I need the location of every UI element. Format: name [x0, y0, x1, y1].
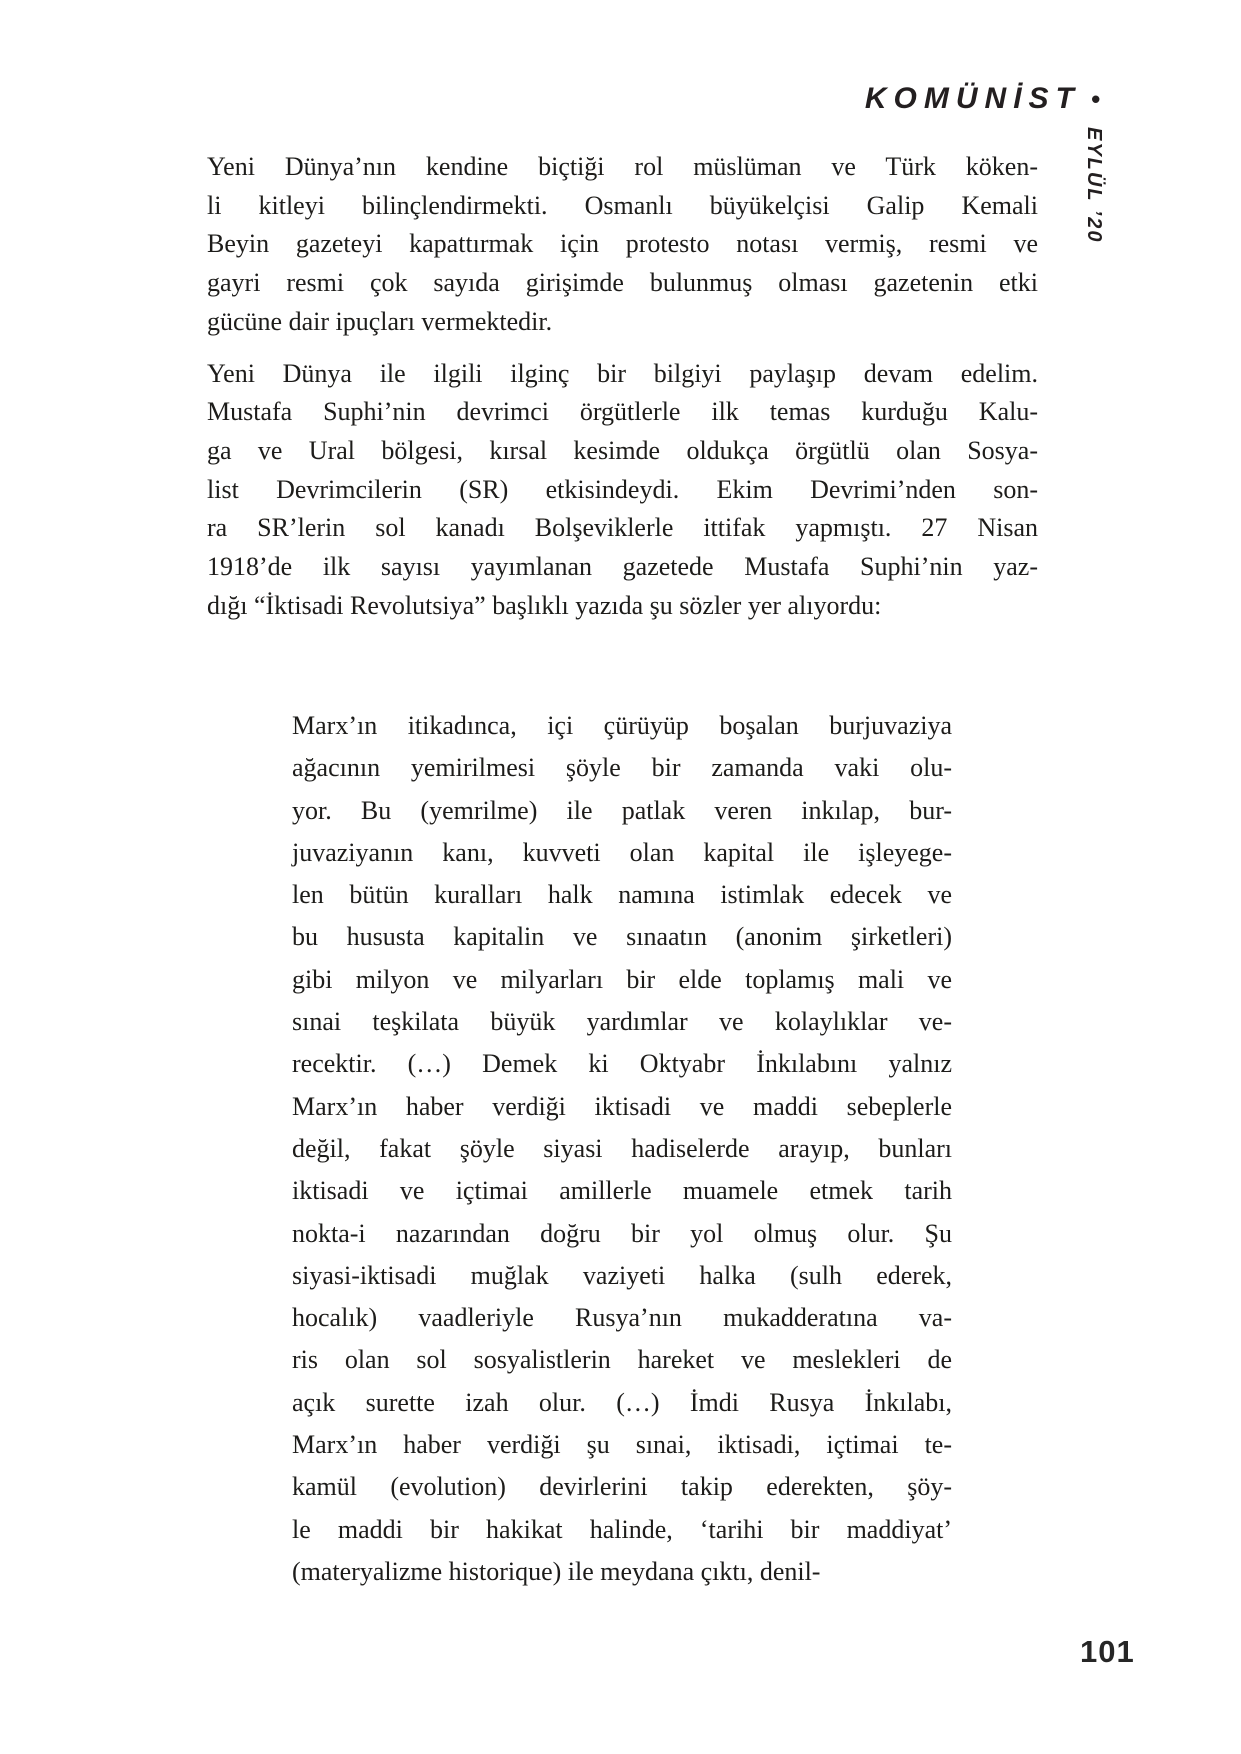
quote-line: ris olan sol sosyalistlerin hareket ve meslekleri de — [292, 1345, 952, 1375]
text-line: gücüne dair ipuçları vermektedir. — [207, 306, 553, 336]
quote-line: kamül (evolution) devirlerini takip ederekten, şöy- — [292, 1472, 952, 1502]
quote-line: recektir. (…) Demek ki Oktyabr İnkılabını yalnız — [292, 1049, 952, 1079]
quote-line: yor. Bu (yemrilme) ile patlak veren inkılap, bur- — [292, 795, 952, 825]
quote-line: değil, fakat şöyle siyasi hadiselerde arayıp, bunları — [292, 1133, 952, 1163]
text-line: 1918’de ilk sayısı yayımlanan gazetede Mustafa Suphi’nin yaz- — [207, 552, 1038, 582]
text-line: ra SR’lerin sol kanadı Bolşeviklerle ittifak yapmıştı. 27 Nisan — [207, 513, 1038, 543]
page-number: 101 — [1080, 1634, 1135, 1669]
paragraph-2 — [207, 355, 1038, 626]
text-line: dığı “İktisadi Revolutsiya” başlıklı yazıda şu sözler yer alıyordu: — [207, 590, 882, 620]
quote-line: le maddi bir hakikat halinde, ‘tarihi bir maddiyat’ — [292, 1514, 952, 1544]
quote-line: ağacının yemirilmesi şöyle bir zamanda vaki olu- — [292, 753, 952, 783]
quote-line: juvaziyanın kanı, kuvveti olan kapital ile işleyege- — [292, 837, 952, 867]
text-line: Mustafa Suphi’nin devrimci örgütlerle ilk temas kurduğu Kalu- — [207, 397, 1038, 427]
text-line: li kitleyi bilinçlendirmekti. Osmanlı büyükelçisi Galip Kemali — [207, 190, 1038, 220]
text-line: Beyin gazeteyi kapattırmak için protesto notası vermiş, resmi ve — [207, 229, 1038, 259]
quote-line: bu hususta kapitalin ve sınaatın (anonim şirketleri) — [292, 922, 952, 952]
paragraph-1 — [207, 148, 1038, 342]
quote-line: nokta-i nazarından doğru bir yol olmuş olur. Şu — [292, 1218, 952, 1248]
text-line: Yeni Dünya’nın kendine biçtiği rol müslüman ve Türk köken- — [207, 152, 1038, 181]
text-line: gayri resmi çok sayıda girişimde bulunmuş olması gazetenin etki — [207, 268, 1038, 298]
quote-line: sınai teşkilata büyük yardımlar ve kolaylıklar ve- — [292, 1007, 952, 1037]
quote-line: len bütün kuralları halk namına istimlak edecek ve — [292, 880, 952, 910]
quote-line: açık surette izah olur. (…) İmdi Rusya İnkılabı, — [292, 1387, 952, 1417]
magazine-masthead — [865, 82, 1100, 116]
issue-date-vertical: EYLÜL ’20 — [1083, 127, 1105, 244]
quote-line: hocalık) vaadleriyle Rusya’nın mukadderatına va- — [292, 1303, 952, 1333]
quote-line: siyasi-iktisadi muğlak vaziyeti halka (sulh ederek, — [292, 1260, 952, 1290]
quote-line: gibi milyon ve milyarları bir elde toplamış mali ve — [292, 964, 952, 994]
quote-line: (materyalizme historique) ile meydana çıktı, denil- — [292, 1556, 821, 1586]
article-body — [207, 148, 1038, 625]
quote-line: Marx’ın haber verdiği şu sınai, iktisadi, içtimai te- — [292, 1430, 952, 1460]
magazine-title: KOMÜNİST — [864, 82, 1081, 115]
article-blockquote — [292, 705, 952, 1593]
text-line: Yeni Dünya ile ilgili ilginç bir bilgiyi paylaşıp devam edelim. — [207, 358, 1038, 388]
text-line: ga ve Ural bölgesi, kırsal kesimde oldukça örgütlü olan Sosya- — [207, 435, 1038, 465]
quote-line: Marx’ın itikadınca, içi çürüyüp boşalan burjuvaziya — [292, 711, 952, 740]
quote-line: Marx’ın haber verdiği iktisadi ve maddi sebeplerle — [292, 1091, 952, 1121]
text-line: list Devrimcilerin (SR) etkisindeydi. Ekim Devrimi’nden son- — [207, 474, 1038, 504]
masthead-bullet-icon: • — [1090, 83, 1100, 114]
quote-line: iktisadi ve içtimai amillerle muamele etmek tarih — [292, 1176, 952, 1206]
